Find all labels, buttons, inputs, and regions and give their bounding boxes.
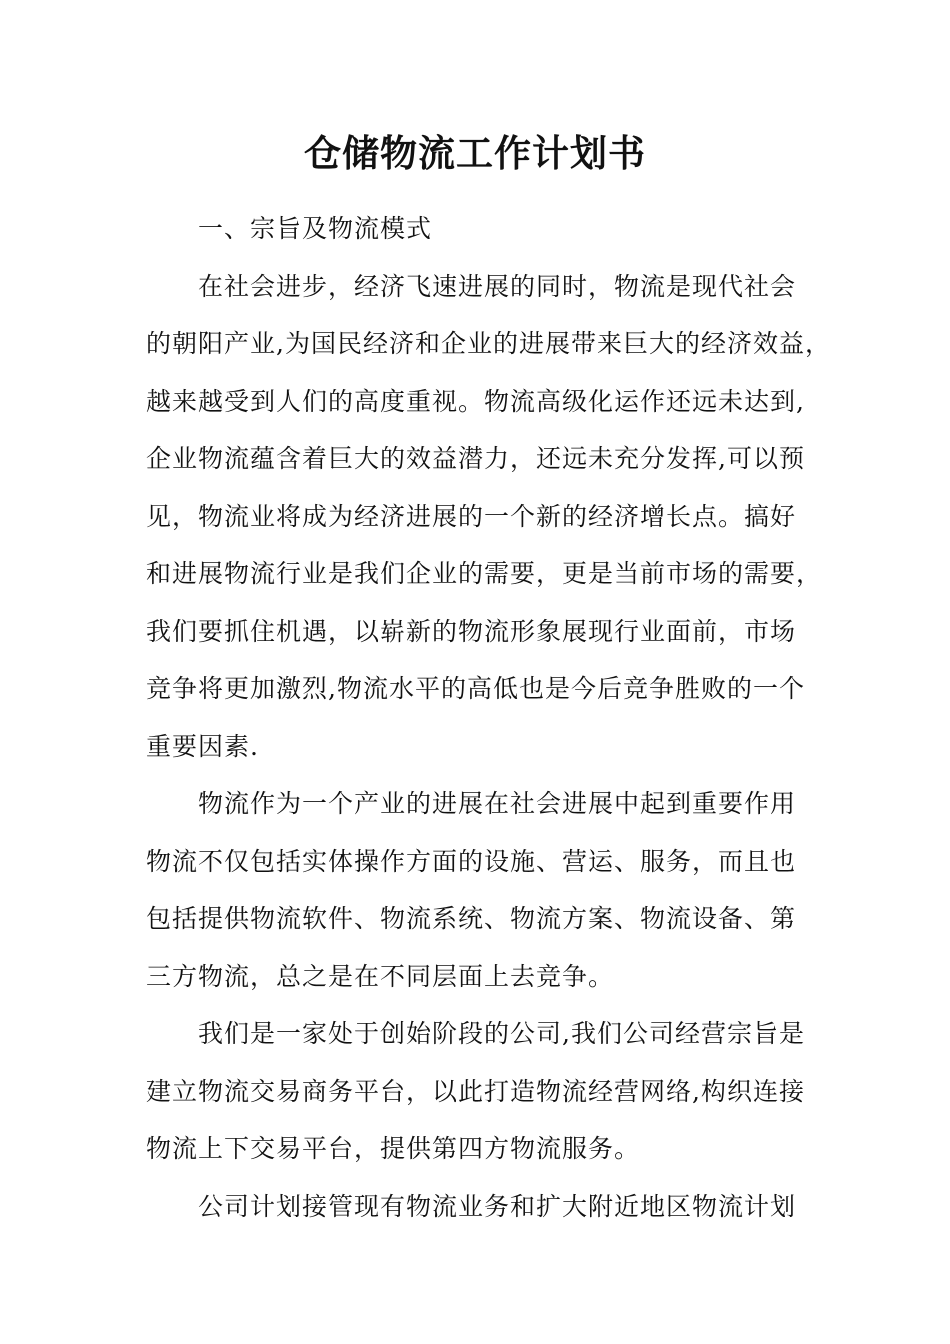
paragraph-line: 包括提供物流软件、物流系统、物流方案、物流设备、第: [146, 904, 797, 933]
paragraph-line: 和进展物流行业是我们企业的需要，更是当前市场的需要，: [146, 559, 823, 588]
paragraph-line: 重要因素.: [146, 731, 259, 761]
paragraph-line: 物流作为一个产业的进展在社会进展中起到重要作用: [198, 789, 797, 818]
paragraph-line: 建立物流交易商务平台，以此打造物流经营网络,构织连接: [146, 1076, 805, 1106]
document-title: 仓储物流工作计划书: [304, 131, 646, 175]
section-heading: 一、宗旨及物流模式: [198, 214, 433, 243]
paragraph-line: 我们要抓住机遇，以崭新的物流形象展现行业面前，市场: [146, 616, 797, 646]
paragraph-line: 见，物流业将成为经济进展的一个新的经济增长点。搞好: [146, 501, 797, 531]
paragraph-line: 在社会进步，经济飞速进展的同时，物流是现代社会: [198, 271, 797, 301]
paragraph-line: 的朝阳产业,为国民经济和企业的进展带来巨大的经济效益，: [146, 329, 831, 358]
paragraph-line: 竞争将更加激烈,物流水平的高低也是今后竞争胜败的一个: [146, 674, 805, 703]
paragraph-line: 物流不仅包括实体操作方面的设施、营运、服务，而且也: [146, 846, 797, 876]
paragraph-line: 越来越受到人们的高度重视。物流高级化运作还远未达到,: [146, 386, 805, 416]
paragraph-line: 公司计划接管现有物流业务和扩大附近地区物流计划: [198, 1191, 797, 1221]
paragraph-line: 三方物流，总之是在不同层面上去竞争。: [146, 961, 615, 991]
document-body: [146, 200, 831, 1235]
paragraph-line: 我们是一家处于创始阶段的公司,我们公司经营宗旨是: [198, 1019, 805, 1048]
paragraph-line: 企业物流蕴含着巨大的效益潜力，还远未充分发挥,可以预: [146, 444, 805, 473]
paragraph-line: 物流上下交易平台，提供第四方物流服务。: [146, 1134, 641, 1163]
